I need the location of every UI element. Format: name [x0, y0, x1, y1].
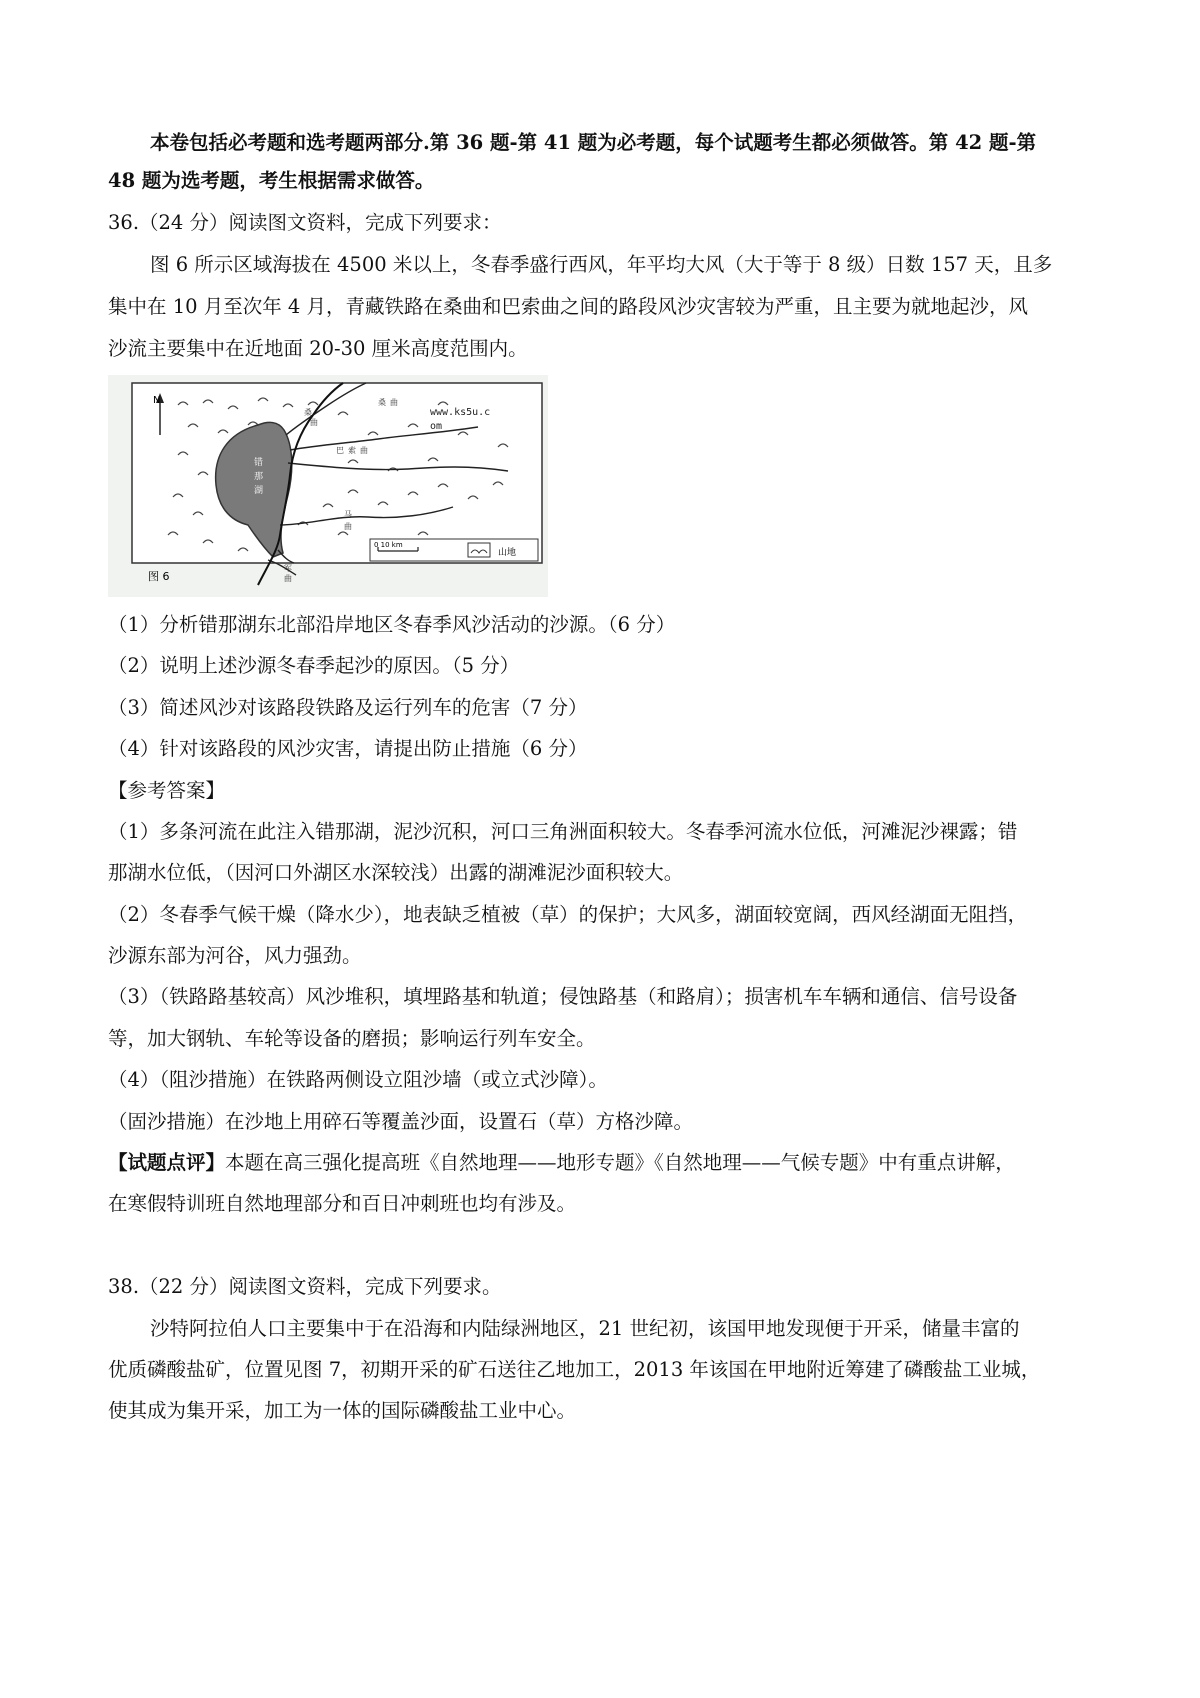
- q36-question: （1）分析错那湖东北部沿岸地区冬春季风沙活动的沙源。（6 分）: [108, 613, 676, 636]
- river-label: 桑: [378, 398, 386, 407]
- answer-line: 等，加大钢轨、车轮等设备的磨损；影响运行列车安全。: [108, 1027, 596, 1050]
- answer-line: 那湖水位低，（因河口外湖区水深较浅）出露的湖滩泥沙面积较大。: [108, 861, 684, 884]
- q36-question: （3）简述风沙对该路段铁路及运行列车的危害（7 分）: [108, 696, 588, 719]
- river-label: 曲: [284, 574, 292, 583]
- q36-para-line: 图 6 所示区域海拔在 4500 米以上，冬春季盛行西风，年平均大风（大于等于 8 级）日数 157 天，且多: [150, 253, 1053, 276]
- answer-line: （1）多条河流在此注入错那湖，泥沙沉积，河口三角洲面积较大。冬春季河流水位低，河滩泥沙裸露；错: [108, 820, 1018, 843]
- river-label: 曲: [360, 446, 368, 455]
- river-label: 曲: [390, 398, 398, 407]
- answer-line: 沙源东部为河谷，风力强劲。: [108, 944, 362, 967]
- watermark-text: om: [430, 421, 443, 432]
- answer-line: （固沙措施）在沙地上用碎石等覆盖沙面，设置石（草）方格沙障。: [108, 1110, 694, 1133]
- north-label: N: [153, 395, 161, 406]
- river-label: 马: [344, 510, 352, 519]
- answer-line: （2）冬春季气候干燥（降水少），地表缺乏植被（草）的保护；大风多，湖面较宽阔，西风经湖面无阻挡，: [108, 903, 1028, 926]
- answer-line: （3）（铁路路基较高）风沙堆积，填埋路基和轨道；侵蚀路基（和路肩）；损害机车车辆和通信、信号设备: [108, 985, 1018, 1008]
- answer-title: 【参考答案】: [108, 779, 226, 802]
- watermark-text: www.ks5u.c: [430, 407, 491, 418]
- lake-label: 那: [254, 472, 264, 482]
- q36-para-line: 集中在 10 月至次年 4 月，青藏铁路在桑曲和巴索曲之间的路段风沙灾害较为严重，且主要为就地起沙，风: [108, 295, 1029, 318]
- q36-header: 36.（24 分）阅读图文资料，完成下列要求：: [108, 211, 502, 234]
- scale-label: 0 10 km: [374, 541, 403, 549]
- q36-question: （4）针对该路段的风沙灾害，请提出防止措施（6 分）: [108, 737, 588, 760]
- comment-line: 在寒假特训班自然地理部分和百日冲刺班也均有涉及。: [108, 1192, 577, 1215]
- comment-label: 【试题点评】: [108, 1151, 226, 1174]
- intro-line-2: 48 题为选考题，考生根据需求做答。: [108, 169, 435, 192]
- lake-label: 错: [254, 458, 264, 468]
- river-label: 巴: [336, 446, 344, 455]
- river-label: 曲: [344, 522, 352, 531]
- figure-caption: 图 6: [148, 570, 170, 583]
- figure-6-map: [108, 375, 548, 597]
- q38-header: 38.（22 分）阅读图文资料，完成下列要求。: [108, 1275, 502, 1298]
- q36-para-line: 沙流主要集中在近地面 20-30 厘米高度范围内。: [108, 337, 528, 360]
- answer-line: （4）（阻沙措施）在铁路两侧设立阻沙墙（或立式沙障）。: [108, 1068, 608, 1091]
- q38-para-line: 沙特阿拉伯人口主要集中于在沿海和内陆绿洲地区，21 世纪初，该国甲地发现便于开采，储量丰富的: [150, 1317, 1020, 1340]
- map-svg: [108, 375, 548, 597]
- river-label: 索: [348, 446, 356, 455]
- comment-text: 本题在高三强化提高班《自然地理——地形专题》《自然地理——气候专题》中有重点讲解，: [225, 1151, 1015, 1174]
- legend-label: 山地: [498, 548, 517, 558]
- river-label: 军: [284, 564, 292, 573]
- river-label: 曲: [310, 418, 318, 427]
- q38-para-line: 使其成为集开采，加工为一体的国际磷酸盐工业中心。: [108, 1399, 577, 1422]
- q36-question: （2）说明上述沙源冬春季起沙的原因。（5 分）: [108, 654, 520, 677]
- q38-para-line: 优质磷酸盐矿，位置见图 7，初期开采的矿石送往乙地加工，2013 年该国在甲地附近筹建了磷酸盐工业城，: [108, 1358, 1041, 1381]
- comment-line: [108, 1149, 1015, 1177]
- intro-line-1: 本卷包括必考题和选考题两部分.第 36 题-第 41 题为必考题，每个试题考生都必须做答。第 42 题-第: [150, 131, 1037, 154]
- lake-label: 湖: [254, 486, 264, 496]
- river-label: 桑: [304, 408, 312, 417]
